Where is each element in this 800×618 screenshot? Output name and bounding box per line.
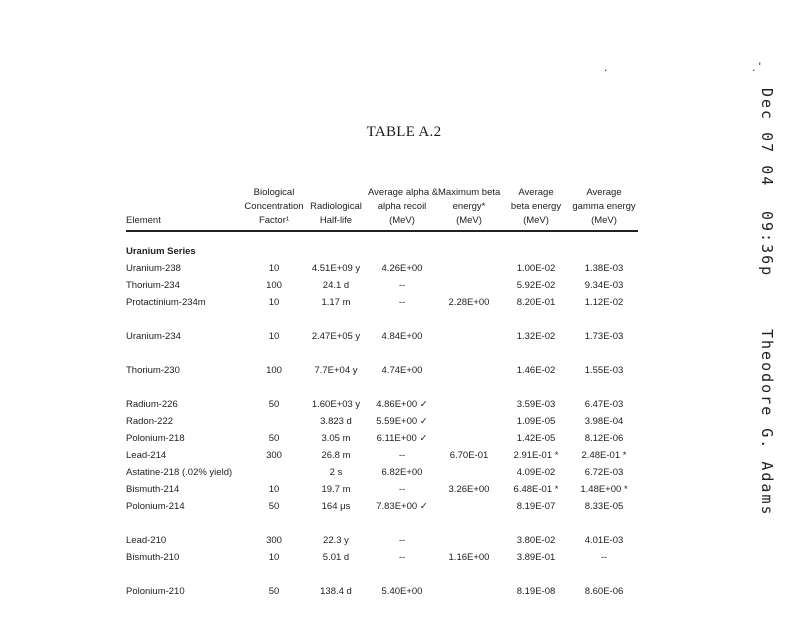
col-header-bio: Biological Concentration Factor¹ bbox=[244, 187, 304, 226]
cell-alpha: -- bbox=[398, 450, 406, 461]
table-row bbox=[126, 501, 638, 518]
cell-gamma: 6.72E-03 bbox=[584, 467, 624, 478]
cell-bio: 300 bbox=[266, 535, 282, 546]
cell-gamma: 1.12E-02 bbox=[584, 297, 624, 308]
cell-bio: 50 bbox=[268, 586, 280, 597]
cell-half: 4.51E+09 y bbox=[311, 263, 361, 274]
cell-beta: 5.92E-02 bbox=[516, 280, 556, 291]
cell-half: 7.7E+04 y bbox=[314, 365, 358, 376]
cell-alpha: 7.83E+00 ✓ bbox=[376, 501, 428, 512]
cell-half: 2.47E+05 y bbox=[311, 331, 361, 342]
cell-gamma: 4.01E-03 bbox=[584, 535, 624, 546]
cell-element: Lead-210 bbox=[126, 535, 167, 546]
cell-beta: 8.19E-07 bbox=[516, 501, 556, 512]
cell-beta: 3.59E-03 bbox=[516, 399, 556, 410]
cell-alpha: -- bbox=[398, 552, 406, 563]
table-row bbox=[126, 433, 638, 450]
table-header bbox=[126, 182, 638, 230]
cell-bio: 10 bbox=[268, 331, 280, 342]
cell-bio: 10 bbox=[268, 263, 280, 274]
cell-gamma: 1.48E+00 * bbox=[580, 484, 628, 495]
page-speck: . bbox=[604, 60, 608, 74]
table-row bbox=[126, 399, 638, 416]
cell-beta: 8.20E-01 bbox=[516, 297, 556, 308]
cell-gamma: 9.34E-03 bbox=[584, 280, 624, 291]
cell-bio: 300 bbox=[266, 450, 282, 461]
cell-element: Radium-226 bbox=[126, 399, 178, 410]
data-table bbox=[126, 182, 638, 597]
cell-alpha: 4.86E+00 ✓ bbox=[376, 399, 428, 410]
cell-gamma: 1.55E-03 bbox=[584, 365, 624, 376]
fax-sender: Theodore G. Adams bbox=[758, 329, 776, 517]
cell-bio: 100 bbox=[266, 280, 282, 291]
col-header-avg-gamma: Average gamma energy (MeV) bbox=[572, 187, 636, 226]
cell-half: 19.7 m bbox=[321, 484, 351, 495]
cell-half: 1.60E+03 y bbox=[311, 399, 361, 410]
cell-bio: 10 bbox=[268, 552, 280, 563]
cell-element: Polonium-210 bbox=[126, 586, 185, 597]
cell-bio: 10 bbox=[268, 297, 280, 308]
col-header-element: Element bbox=[126, 215, 161, 226]
table-title: TABLE A.2 bbox=[366, 124, 442, 140]
cell-beta: 6.48E-01 * bbox=[513, 484, 559, 495]
cell-element: Bismuth-210 bbox=[126, 552, 180, 563]
cell-alpha: 4.26E+00 bbox=[381, 263, 423, 274]
table-row bbox=[126, 586, 638, 603]
cell-half: 3.05 m bbox=[321, 433, 351, 444]
table-row bbox=[126, 535, 638, 552]
cell-maxb: 1.16E+00 bbox=[448, 552, 490, 563]
cell-half: 3.823 d bbox=[320, 416, 352, 427]
col-header-alpha: Average alpha & alpha recoil (MeV) bbox=[368, 187, 439, 226]
cell-maxb: 2.28E+00 bbox=[448, 297, 490, 308]
cell-half: 5.01 d bbox=[322, 552, 350, 563]
table-row bbox=[126, 450, 638, 467]
section-title: Uranium Series bbox=[126, 246, 196, 257]
cell-beta: 2.91E-01 * bbox=[513, 450, 559, 461]
cell-alpha: -- bbox=[398, 535, 406, 546]
cell-element: Thorium-230 bbox=[126, 365, 180, 376]
cell-beta: 1.09E-05 bbox=[516, 416, 556, 427]
cell-gamma: -- bbox=[600, 552, 608, 563]
cell-beta: 1.32E-02 bbox=[516, 331, 556, 342]
cell-maxb: 6.70E-01 bbox=[449, 450, 489, 461]
cell-element: Astatine-218 (.02% yield) bbox=[126, 467, 233, 478]
col-header-half-life: Radiological Half-life bbox=[310, 201, 362, 226]
cell-alpha: 5.59E+00 ✓ bbox=[376, 416, 428, 427]
table-row bbox=[126, 331, 638, 348]
cell-bio: 50 bbox=[268, 399, 280, 410]
cell-beta: 8.19E-08 bbox=[516, 586, 556, 597]
cell-element: Lead-214 bbox=[126, 450, 167, 461]
cell-half: 24.1 d bbox=[322, 280, 350, 291]
table-row bbox=[126, 552, 638, 569]
cell-half: 1.17 m bbox=[321, 297, 351, 308]
header-rule bbox=[126, 230, 638, 232]
col-header-avg-beta: Average beta energy (MeV) bbox=[510, 187, 562, 226]
cell-alpha: -- bbox=[398, 297, 406, 308]
cell-element: Bismuth-214 bbox=[126, 484, 180, 495]
cell-alpha: 6.11E+00 ✓ bbox=[376, 433, 428, 444]
table-row bbox=[126, 467, 638, 484]
cell-half: 138.4 d bbox=[320, 586, 352, 597]
cell-beta: 1.00E-02 bbox=[516, 263, 556, 274]
cell-bio: 10 bbox=[268, 484, 280, 495]
cell-beta: 3.80E-02 bbox=[516, 535, 556, 546]
table-row bbox=[126, 416, 638, 433]
cell-beta: 4.09E-02 bbox=[516, 467, 556, 478]
cell-element: Thorium-234 bbox=[126, 280, 180, 291]
cell-element: Radon-222 bbox=[126, 416, 174, 427]
table-body bbox=[126, 246, 638, 603]
cell-element: Uranium-234 bbox=[126, 331, 181, 342]
cell-gamma: 1.38E-03 bbox=[584, 263, 624, 274]
cell-gamma: 8.12E-06 bbox=[584, 433, 624, 444]
table-row bbox=[126, 484, 638, 501]
fax-time: 09:36p bbox=[758, 211, 776, 278]
cell-alpha: 4.74E+00 bbox=[381, 365, 423, 376]
table-row bbox=[126, 280, 638, 297]
cell-gamma: 2.48E-01 * bbox=[581, 450, 627, 461]
cell-alpha: 5.40E+00 bbox=[381, 586, 423, 597]
cell-half: 26.8 m bbox=[321, 450, 351, 461]
cell-alpha: -- bbox=[398, 484, 406, 495]
cell-gamma: 6.47E-03 bbox=[584, 399, 624, 410]
table-row bbox=[126, 297, 638, 314]
cell-alpha: 6.82E+00 bbox=[381, 467, 423, 478]
cell-alpha: -- bbox=[398, 280, 406, 291]
cell-half: 2 s bbox=[329, 467, 343, 478]
cell-element: Protactinium-234m bbox=[126, 297, 206, 308]
cell-element: Uranium-238 bbox=[126, 263, 181, 274]
cell-gamma: 3.98E-04 bbox=[584, 416, 624, 427]
table-row bbox=[126, 263, 638, 280]
cell-maxb: 3.26E+00 bbox=[448, 484, 490, 495]
cell-beta: 3.89E-01 bbox=[516, 552, 556, 563]
edge-mark: . ' bbox=[752, 60, 761, 74]
cell-bio: 50 bbox=[268, 501, 280, 512]
fax-header bbox=[758, 88, 776, 517]
table-row bbox=[126, 365, 638, 382]
cell-gamma: 8.33E-05 bbox=[584, 501, 624, 512]
cell-bio: 50 bbox=[268, 433, 280, 444]
col-header-max-beta: Maximum beta energy* (MeV) bbox=[438, 187, 501, 226]
cell-beta: 1.42E-05 bbox=[516, 433, 556, 444]
cell-half: 22.3 y bbox=[323, 535, 349, 546]
cell-bio: 100 bbox=[266, 365, 282, 376]
cell-gamma: 8.60E-06 bbox=[584, 586, 624, 597]
cell-element: Polonium-214 bbox=[126, 501, 185, 512]
cell-gamma: 1.73E-03 bbox=[584, 331, 624, 342]
cell-element: Polonium-218 bbox=[126, 433, 185, 444]
cell-beta: 1.46E-02 bbox=[516, 365, 556, 376]
cell-half: 164 μs bbox=[321, 501, 351, 512]
fax-date: Dec 07 04 bbox=[758, 88, 776, 188]
cell-alpha: 4.84E+00 bbox=[381, 331, 423, 342]
